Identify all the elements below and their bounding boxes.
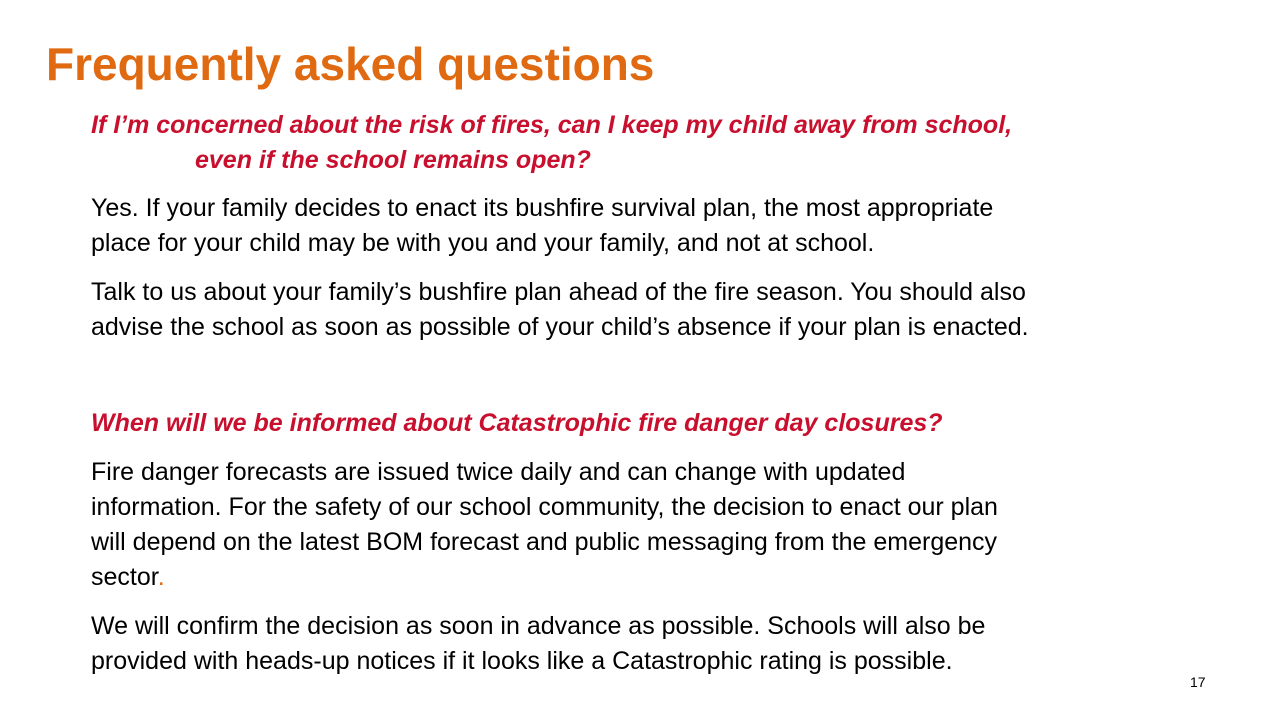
faq1-answer-1: [91, 191, 1221, 261]
faq-content: [91, 108, 1221, 679]
faq2-question-line: When will we be informed about Catastrophic fire danger day closures?: [91, 409, 943, 437]
faq2-answer-1-line1: Fire danger forecasts are issued twice daily and can change with updated: [91, 458, 906, 486]
faq1-answer-2: [91, 275, 1221, 345]
faq2-answer-1-line4: [91, 560, 1221, 595]
faq1-answer-2-line1: Talk to us about your family’s bushfire plan ahead of the fire season. You should also: [91, 278, 1026, 306]
faq2-answer-1-line2: information. For the safety of our school community, the decision to enact our plan: [91, 493, 998, 521]
faq2-answer-2-line2: provided with heads-up notices if it looks like a Catastrophic rating is possible.: [91, 647, 953, 675]
faq1-question-line2: even if the school remains open?: [195, 146, 591, 174]
faq1-answer-1-line2: place for your child may be with you and your family, and not at school.: [91, 229, 875, 257]
faq2-question: [91, 406, 1221, 441]
faq2-answer-1: [91, 455, 1221, 595]
faq1-answer-1-line1: Yes. If your family decides to enact its bushfire survival plan, the most appropriate: [91, 194, 994, 222]
faq2-answer-2-line1: We will confirm the decision as soon in advance as possible. Schools will also be: [91, 612, 986, 640]
faq2-answer-1-period: .: [157, 563, 165, 591]
slide-title: Frequently asked questions: [46, 38, 655, 90]
faq1-question-line1: If I’m concerned about the risk of fires, can I keep my child away from school,: [91, 111, 1013, 139]
faq1-question: [91, 108, 1221, 178]
faq1-answer-2-line2: advise the school as soon as possible of your child’s absence if your plan is enacted.: [91, 313, 1029, 341]
faq2-answer-1-line4-text: sector: [91, 563, 158, 591]
faq2-answer-1-line3: will depend on the latest BOM forecast and public messaging from the emergency: [91, 528, 998, 556]
faq2-answer-2: [91, 609, 1221, 679]
slide-page-number: 17: [1190, 674, 1206, 690]
